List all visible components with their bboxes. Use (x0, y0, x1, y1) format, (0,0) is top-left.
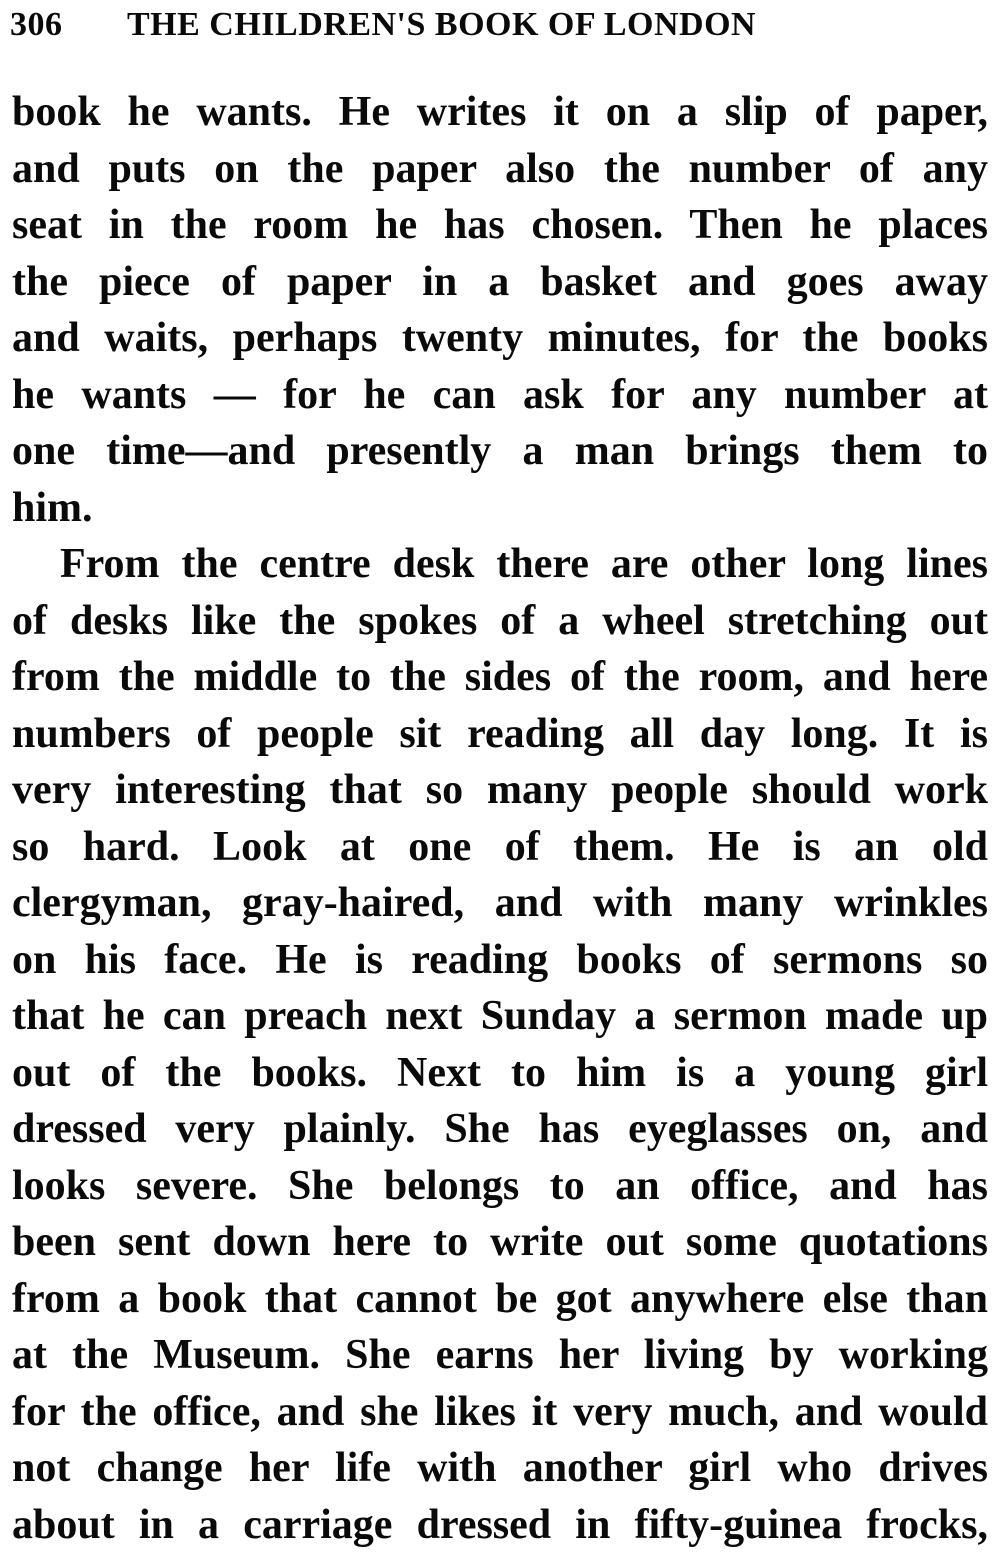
text-line: so hard. Look at one of them. He is an old (12, 823, 988, 870)
running-title: THE CHILDREN'S BOOK OF LONDON (127, 6, 757, 43)
text-line: numbers of people sit reading all day long. It is (12, 710, 988, 757)
text-line: not change her life with another girl who drives (12, 1445, 988, 1491)
text-line: about in a carriage dressed in fifty-guinea frocks, (12, 1501, 988, 1548)
text-line: been sent down here to write out some quotations (12, 1219, 988, 1265)
text-line: book he wants. He writes it on a slip of paper, (12, 89, 988, 135)
text-line: for the office, and she likes it very much, and would (12, 1388, 988, 1435)
text-line: looks severe. She belongs to an office, and has (12, 1162, 988, 1209)
text-line: he wants — for he can ask for any number at (12, 371, 988, 418)
text-line: from a book that cannot be got anywhere else than (12, 1275, 988, 1322)
text-line: and waits, perhaps twenty minutes, for the books (12, 315, 988, 361)
text-line: on his face. He is reading books of sermons so (12, 936, 988, 983)
text-line: that he can preach next Sunday a sermon made up (12, 993, 988, 1039)
paragraph-1 (12, 84, 988, 536)
text-line: the piece of paper in a basket and goes away (12, 258, 988, 305)
text-line: out of the books. Next to him is a young girl (12, 1049, 988, 1096)
text-line: seat in the room he has chosen. Then he places (12, 202, 988, 248)
text-line: very interesting that so many people should work (12, 767, 988, 813)
text-line: clergyman, gray-haired, and with many wrinkles (12, 880, 988, 926)
text-line: and puts on the paper also the number of any (12, 145, 988, 192)
text-line: one time—and presently a man brings them to (12, 428, 988, 474)
text-line: From the centre desk there are other long lines (60, 541, 988, 587)
text-line: from the middle to the sides of the room, and here (12, 654, 988, 700)
paragraph-2 (12, 536, 988, 1553)
text-line: of desks like the spokes of a wheel stretching out (12, 597, 988, 644)
page-number: 306 (10, 6, 63, 43)
body-text (12, 84, 988, 1553)
text-line: dressed very plainly. She has eyeglasses on, and (12, 1106, 988, 1152)
text-line: him. (12, 484, 93, 531)
text-line: at the Museum. She earns her living by working (12, 1332, 988, 1378)
page-header (10, 3, 990, 47)
